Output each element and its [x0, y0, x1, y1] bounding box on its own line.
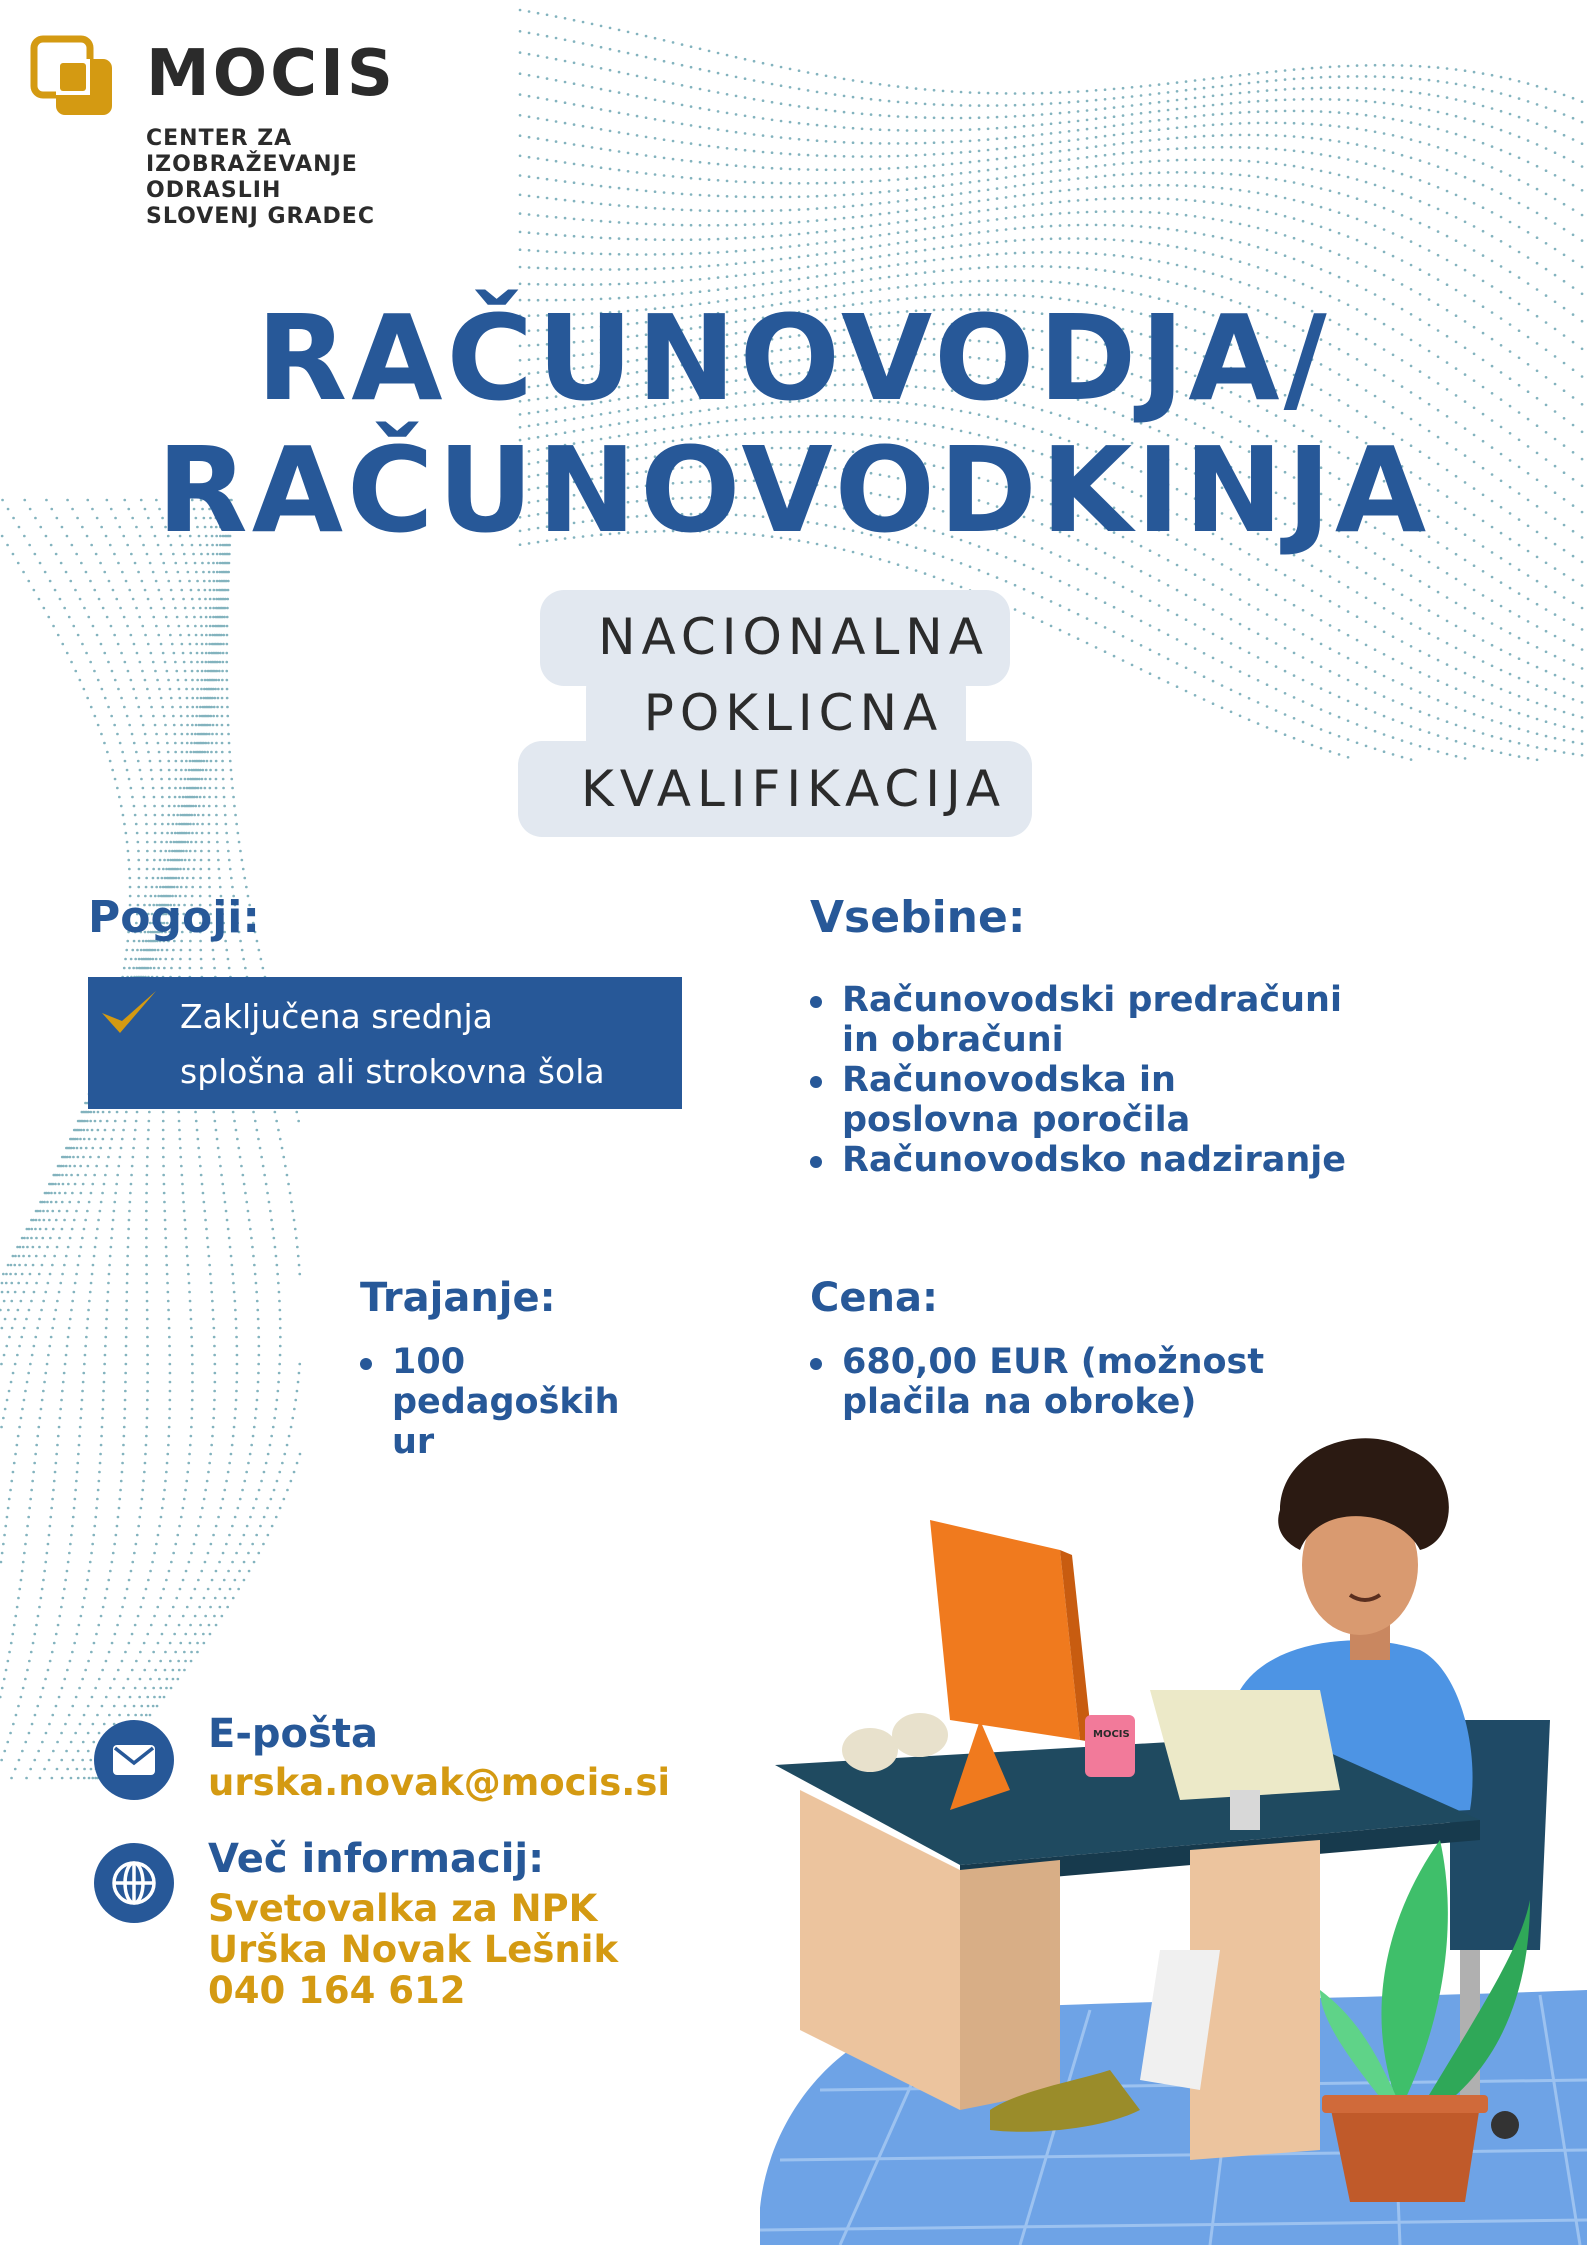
cena-heading: Cena:: [810, 1275, 938, 1321]
list-item-line: poslovna poročila: [842, 1100, 1191, 1140]
list-item-line: ur: [392, 1422, 435, 1462]
headphones-right: [892, 1713, 948, 1757]
trajanje-heading: Trajanje:: [360, 1275, 556, 1321]
logo-subtitle-line: IZOBRAŽEVANJE: [146, 152, 358, 177]
list-item: [810, 1140, 1450, 1180]
logo-subtitle-line: SLOVENJ GRADEC: [146, 204, 375, 229]
chair-wheel: [1491, 2111, 1519, 2139]
list-item: [360, 1342, 660, 1462]
plant-pot-rim: [1322, 2095, 1488, 2113]
logo-subtitle-line: ODRASLIH: [146, 178, 282, 203]
email-label: E-pošta: [208, 1711, 378, 1757]
orange-monitor-screen: [930, 1520, 1080, 1740]
list-item: [810, 1060, 1450, 1140]
list-item-line: Računovodska in: [842, 1060, 1176, 1100]
pogoji-line: splošna ali strokovna šola: [180, 1052, 605, 1091]
info-line: Urška Novak Lešnik: [208, 1928, 619, 1971]
npk-line: NACIONALNA: [598, 608, 989, 666]
globe-icon-circle: [94, 1843, 174, 1923]
list-item: [810, 980, 1450, 1060]
npk-line: KVALIFIKACIJA: [580, 760, 1007, 818]
info-line: 040 164 612: [208, 1969, 466, 2012]
list-item-line: Računovodsko nadziranje: [842, 1140, 1346, 1180]
email-link[interactable]: urska.novak@mocis.si: [208, 1761, 671, 1804]
small-screen: [1150, 1690, 1340, 1800]
mocis-logo-icon: [30, 35, 116, 119]
logo-subtitle: [146, 126, 375, 230]
list-item-line: 100: [392, 1342, 466, 1382]
title-line-2: RAČUNOVODKINJA: [156, 421, 1431, 559]
pogoji-text: [180, 989, 680, 1099]
small-screen-stand: [1230, 1790, 1260, 1830]
logo-subtitle-line: CENTER ZA: [146, 126, 293, 151]
email-icon-circle: [94, 1720, 174, 1800]
vsebine-heading: Vsebine:: [810, 892, 1026, 943]
envelope-icon: [112, 1744, 156, 1776]
vsebine-list: [810, 980, 1450, 1180]
list-item-line: plačila na obroke): [842, 1382, 1197, 1422]
trajanje-list: [360, 1342, 660, 1462]
accountant-at-desk-illustration: [760, 1390, 1587, 2245]
headphones-left: [842, 1728, 898, 1772]
list-item-line: 680,00 EUR (možnost: [842, 1342, 1265, 1382]
checkmark-icon: [98, 985, 160, 1041]
logo-name: MOCIS: [146, 37, 396, 111]
info-label: Več informacij:: [208, 1836, 545, 1882]
pogoji-line: Zaključena srednja: [180, 997, 493, 1036]
npk-line: POKLICNA: [643, 684, 944, 742]
list-item-line: pedagoških: [392, 1382, 620, 1422]
plant-pot: [1330, 2105, 1480, 2202]
pogoji-heading: Pogoji:: [88, 892, 260, 943]
list-item-line: in obračuni: [842, 1020, 1064, 1060]
title-line-1: RAČUNOVODJA/: [256, 289, 1331, 427]
pink-cup: [1085, 1715, 1135, 1777]
globe-icon: [110, 1859, 158, 1907]
cup-logo-text: MOCIS: [1093, 1729, 1130, 1740]
list-item-line: Računovodski predračuni: [842, 980, 1342, 1020]
desk-left-cabinet-front: [960, 1860, 1060, 2110]
info-line: Svetovalka za NPK: [208, 1887, 598, 1930]
